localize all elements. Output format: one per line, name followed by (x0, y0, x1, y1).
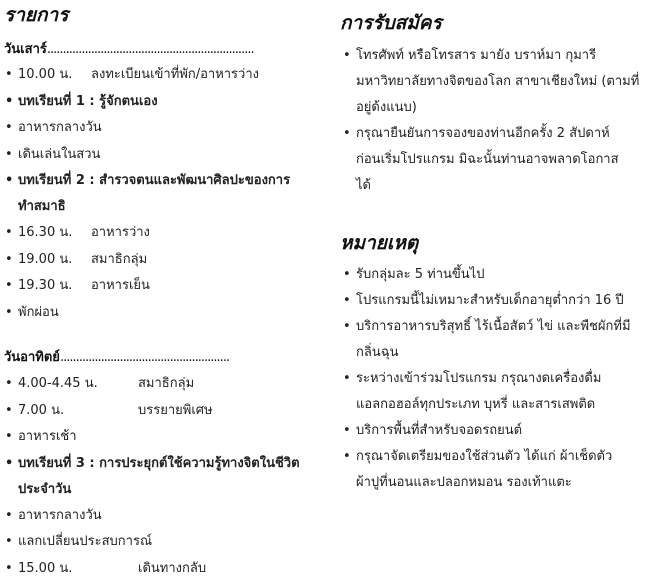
item-text: กรุณาจัดเตรียมของใช้ส่วนตัว ได้แก่ ผ้าเช็ดตัว ผ้าปูที่นอนและปลอกหมอน รองเท้าแตะ (356, 449, 613, 490)
item-text: บริการพื้นที่สำหรับจอดรถยนต์ (356, 423, 523, 438)
item-text: ลงทะเบียนเข้าที่พัก/อาหารว่าง (91, 67, 259, 82)
saturday-list (0, 62, 318, 326)
item-text: อาหารกลางวัน (18, 120, 102, 135)
notes-heading: หมายเหตุ (340, 232, 419, 254)
list-item (338, 121, 626, 199)
item-time: 15.00 น. (18, 560, 73, 576)
sunday-title (4, 346, 229, 367)
item-text: อาหารกลางวัน (18, 507, 102, 523)
item-text: เดินทางกลับ (138, 560, 207, 576)
list-item (0, 247, 318, 274)
list-item (338, 444, 646, 496)
sunday-title-text: วันอาทิตย์ (4, 350, 60, 365)
list-item (338, 418, 646, 444)
list-item (0, 220, 318, 247)
list-item (338, 314, 646, 366)
item-time: 16.30 น. (18, 225, 73, 240)
list-item (338, 43, 641, 121)
item-text: อาหารว่าง (91, 225, 150, 240)
list-item (338, 366, 646, 418)
item-text: แลกเปลี่ยนประสบการณ์ (18, 534, 152, 549)
list-item (0, 89, 318, 116)
item-text: เดินเล่นในสวน (18, 146, 101, 162)
list-item (0, 529, 318, 556)
saturday-dots: .................................................................. (46, 42, 254, 57)
item-text: อาหารเย็น (91, 278, 150, 293)
apply-list (338, 43, 646, 199)
item-time: 10.00 น. (18, 67, 73, 82)
item-text: ระหว่างเข้าร่วมโปรแกรม กรุณางดเครื่องดื่มแอลกอฮอล์ทุกประเภท บุหรี่ และสารเสพติด (356, 371, 602, 412)
list-item (0, 142, 318, 169)
sunday-dots: ...................................................... (59, 350, 230, 365)
list-item (0, 503, 318, 530)
item-text: บทเรียนที่ 3 : การประยุกต์ใช้ความรู้ทางจิตในชีวิตประจำวัน (18, 455, 300, 497)
item-text: บรรยายพิเศษ (138, 402, 213, 418)
list-item (0, 273, 318, 300)
sunday-list (0, 371, 318, 582)
apply-heading: การรับสมัคร (340, 12, 442, 34)
item-time: 7.00 น. (18, 402, 65, 418)
list-item (0, 115, 318, 142)
saturday-title (4, 38, 254, 59)
item-text: โทรศัพท์ หรือโทรสาร มายัง บราห์มา กุมารี มหาวิทยาลัยทางจิตของโลก สาขาเชียงใหม่ (ตามที่อยู่ด้งแนบ) (356, 48, 640, 115)
saturday-title-text: วันเสาร์ (4, 42, 47, 57)
list-item (0, 300, 318, 327)
item-text: บริการอาหารบริสุทธิ์ ไร้เนื้อสัตว์ ไข่ และพืชผักที่มีกลิ่นฉุน (356, 319, 631, 360)
item-time: 19.30 น. (18, 278, 73, 293)
notes-list (338, 262, 646, 496)
item-time: 4.00-4.45 น. (18, 376, 98, 391)
item-text: รับกลุ่มละ 5 ท่านขึ้นไป (356, 267, 485, 282)
item-text: สมาธิกลุ่ม (91, 251, 148, 267)
list-item (338, 288, 646, 314)
list-item (338, 262, 646, 288)
item-time: 19.00 น. (18, 251, 73, 267)
list-item (0, 398, 318, 425)
item-text: อาหารเช้า (18, 429, 77, 444)
item-text: สมาธิกลุ่ม (138, 376, 195, 391)
list-item (0, 424, 318, 451)
item-text: กรุณายืนยันการจองของท่านอีกครั้ง 2 สัปดาห์ก่อนเริ่มโปรแกรม มิฉะนั้นท่านอาจพลาดโอกาสได้ (356, 126, 619, 193)
list-item (0, 62, 318, 89)
item-text: พักผ่อน (18, 304, 59, 320)
item-text: บทเรียนที่ 2 : สำรวจตนและพัฒนาศิลปะของการทำสมาธิ (18, 173, 291, 214)
item-text: บทเรียนที่ 1 : รู้จักตนเอง (18, 93, 158, 109)
list-item (0, 451, 313, 503)
list-item (0, 168, 303, 220)
list-item (0, 371, 318, 398)
schedule-heading: รายการ (4, 4, 69, 26)
list-item (0, 556, 318, 583)
item-text: โปรแกรมนี้ไม่เหมาะสำหรับเด็กอายุต่ำกว่า 16 ปี (356, 293, 624, 308)
